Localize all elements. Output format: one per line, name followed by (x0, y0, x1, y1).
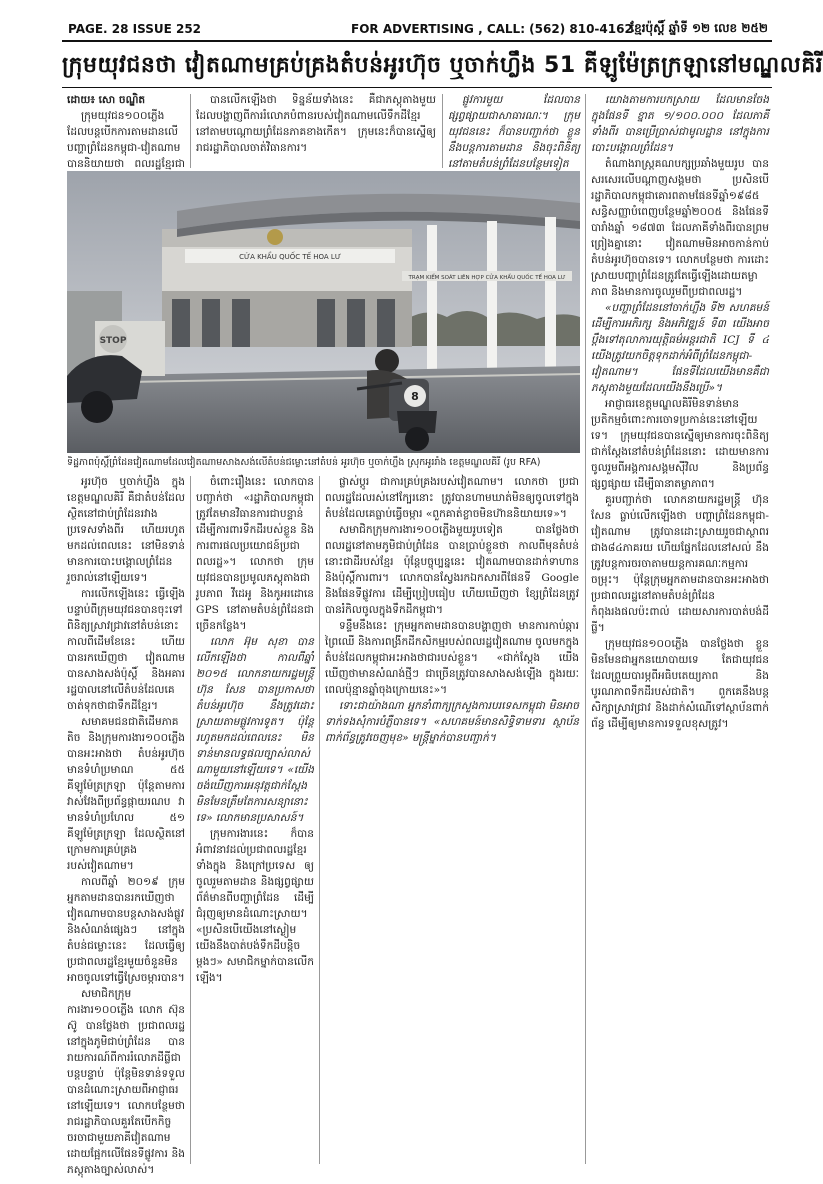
column-divider (585, 94, 586, 1164)
paragraph: គួរបញ្ជាក់ថា លោកនាយករដ្ឋមន្ត្រី ហ៊ុន សែន ធ្លាប់លើកឡើងថា បញ្ហាព្រំដែនកម្ពុជា-វៀតណាម ត្រូវបានដោះស្រាយរួចជាស្ថាពរជាង៨៤ភាគរយ ហើយផ្នែកដែលនៅសល់ នឹងត្រូវបន្តការចរចាតាមយន្តការគណៈកម្មការចម្រុះ។ ប៉ុន្តែក្រុមអ្នកតាមដានបានអះអាងថា ប្រជាពលរដ្ឋនៅតាមតំបន់ព្រំដែនកំពុងរងផលប៉ះពាល់ ដោយសារការបាត់បង់ដីធ្លី។ (591, 494, 769, 634)
column-divider (190, 94, 191, 168)
paragraph: បានលើកឡើងថា ទិន្នន័យទាំងនេះ គឺជាភស្តុតាងមួយ ដែលបង្ហាញពីការរំលោភបំពានរបស់វៀតណាមលើទឹកដីខ្មែរ នៅតាមបណ្ដោយព្រំដែនភាគខាងកើត។ ក្រុមនេះក៏បានស្នើឲ្យរាជរដ្ឋាភិបាលចាត់វិធានការ។ (196, 94, 436, 154)
photo-caption: ទិដ្ឋភាពប៉ុស្ដិ៍ព្រំដែនវៀតណាមដែលវៀតណាមសាងសង់លើតំបន់ជម្លោះនៅតំបន់ អូរហ៊ុច ឬចាក់ហ្លឹង ស្រុកអូររាំង ខេត្តមណ្ឌលគិរី (រូប RFA) (67, 457, 541, 468)
stop-sign-text: STOP (99, 336, 127, 346)
column-1-bottom (67, 474, 185, 1176)
page-issue-label: PAGE. 28 ISSUE 252 (68, 22, 202, 36)
border-checkpoint-photo (67, 171, 580, 453)
paragraph: ផ្លូវការមួយ ដែលបានផ្សព្វផ្សាយជាសាធារណៈ។ ក្រុមយុវជននេះ ក៏បានបញ្ជាក់ថា ខ្លួននឹងបន្តការតាមដាន និងចុះពិនិត្យនៅតាមតំបន់ព្រំដែនបន្ថែមទៀត (448, 94, 580, 170)
paragraph: យោងតាមការបកស្រាយ ដែលមានចែងក្នុងផែនទី ខ្នាត ១/១០០.០០០ ដែលភាគីទាំងពីរ បានប្រើប្រាស់ជាមូលដ្ឋាន នៅក្នុងការបោះបង្គោលព្រំដែន។ (591, 94, 769, 154)
paragraph: ក្រុមការងារនេះ ក៏បានអំពាវនាវដល់ប្រជាពលរដ្ឋខ្មែរទាំងក្នុង និងក្រៅប្រទេស ឲ្យចូលរួមតាមដាន និងផ្សព្វផ្សាយព័ត៌មានពីបញ្ហាព្រំដែន ដើម្បីជំរុញឲ្យមានដំណោះស្រាយ។ «ប្រសិនបើយើងនៅស្ងៀម យើងនឹងបាត់បង់ទឹកដីបន្តិចម្ដងៗ» សមាជិកម្នាក់បានលើកឡើង។ (196, 828, 314, 984)
paragraph: ទន្ទឹមនឹងនេះ ក្រុមអ្នកតាមដានបានបង្ហាញថា មានការកាប់ឆ្ការព្រៃឈើ និងការពង្រីកដីកសិកម្មរបស់ពលរដ្ឋវៀតណាម ចូលមកក្នុងតំបន់ដែលកម្ពុជាអះអាងថាជារបស់ខ្លួន។ «ជាក់ស្ដែង យើងឃើញថាមានសំណង់ថ្មីៗ ជាច្រើនត្រូវបានសាងសង់ឡើង ក្នុងរយៈពេលប៉ុន្មានឆ្នាំចុងក្រោយនេះ»។ (325, 620, 579, 696)
column-2-bottom (196, 474, 314, 1164)
column-2-top (196, 92, 436, 170)
column-divider (319, 476, 320, 1164)
paragraph: ផ្លាស់ប្តូរ ជាការគ្រប់គ្រងរបស់វៀតណាម។ លោកថា ប្រជាពលរដ្ឋដែលរស់នៅក្បែរនោះ ត្រូវបានហាមឃាត់មិនឲ្យចូលទៅក្នុងតំបន់ដែលគេធ្លាប់ធ្វើចម្ការ «ពួកគាត់ខ្លាចមិនហ៊ាននិយាយទេ»។ (325, 476, 579, 520)
byline: ដោយ៖ សោ ចណ្ឌិត (67, 94, 146, 106)
masthead-title: ខ្មែរប៉ុស្តិ៍ ឆ្នាំទី ១២ លេខ ២៥២ (630, 21, 768, 35)
column-3-bottom (325, 474, 579, 1164)
svg-text:8: 8 (411, 390, 419, 403)
quote-paragraph: «បញ្ហាព្រំដែននៅចាក់ហ្លឹង ទី២ សហគមន៍ដើម្បីការអភិរក្ស និងអភិវឌ្ឍន៍ ទី៣ យើងអាចប្ដឹងទៅតុលាការយុត្តិធម៌អន្តរជាតិ ICJ ទី ៤ យើងត្រូវយកចិត្តទុកដាក់អំពីព្រំដែនកម្ពុជា-វៀតណាម។ ផែនទីដែលយើងមានគឺជាភស្តុតាងមួយដែលយើងនឹងប្រើ»។ (591, 302, 769, 394)
paragraph: អូរហ៊ុច ឬចាក់ហ្លឹង ក្នុងខេត្តមណ្ឌលគិរី គឺជាតំបន់ដែលស្ថិតនៅជាប់ព្រំដែនរវាងប្រទេសទាំងពីរ ហើយរហូតមកដល់ពេលនេះ នៅមិនទាន់មានការបោះបង្គោលព្រំដែនរួចរាល់នៅឡើយទេ។ (67, 476, 185, 584)
article-photo (67, 171, 580, 453)
paragraph: ការលើកឡើងនេះ ធ្វើឡើងបន្ទាប់ពីក្រុមយុវជនបានចុះទៅពិនិត្យស្រាវជ្រាវនៅតំបន់នោះ កាលពីដើមខែនេះ ហើយបានរកឃើញថា វៀតណាមបានសាងសង់ប៉ុស្ដិ៍ និងអគាររដ្ឋបាលនៅលើតំបន់ដែលគេចាត់ទុកថាជាទឹកដីខ្មែរ។ (67, 588, 185, 712)
headline-rule (62, 87, 772, 88)
paragraph: ក្រុមយុវជន១០០ភ្លើង ដែលបន្តបើកការតាមដានលើបញ្ហាព្រំដែនកម្ពុជា-វៀតណាម បាននិយាយថា ពលរដ្ឋខ្មែរជា (67, 110, 185, 170)
paragraph: សមាគមជនជាតិដើមភាគតិច និងក្រុមការងារ១០០ភ្លើង បានអះអាងថា តំបន់អូរហ៊ុច មានទំហំប្រមាណ ៥៥ គីឡូម៉ែត្រក្រឡា ប៉ុន្តែតាមការវាស់វែងពីប្រព័ន្ធផ្កាយរណប វាមានទំហំប្រហែល ៥១ គីឡូម៉ែត្រក្រឡា ដែលស្ថិតនៅក្រោមការគ្រប់គ្រងរបស់វៀតណាម។ (67, 716, 185, 872)
column-divider (442, 94, 443, 168)
header-rule (62, 40, 772, 42)
advertising-contact: FOR ADVERTISING , CALL: (562) 810-4162 (351, 22, 633, 36)
article-headline: ក្រុមយុវជនថា វៀតណាមគ្រប់គ្រងតំបន់អូរហ៊ុច ឬចាក់ហ្លឹង 51 គីឡូម៉ែត្រក្រឡានៅមណ្ឌលគិរី (62, 53, 823, 78)
paragraph: សមាជិកក្រុមការងារ១០០ភ្លើង លោក ស៊ុន ស៊ូ បានថ្លែងថា ប្រជាពលរដ្ឋនៅក្នុងភូមិជាប់ព្រំដែន បានរាយការណ៍ពីការរំលោភដីធ្លីជាបន្តបន្ទាប់ ប៉ុន្តែមិនទាន់ទទួលបានដំណោះស្រាយពីអាជ្ញាធរនៅឡើយទេ។ លោកបន្ថែមថា រាជរដ្ឋាភិបាលគួរតែបើកកិច្ចចរចាជាមួយភាគីវៀតណាម ដោយផ្អែកលើផែនទីផ្លូវការ និងភស្តុតាងច្បាស់លាស់។ (67, 988, 185, 1176)
column-divider (190, 476, 191, 1164)
paragraph: តំណាងរាស្ត្រគណបក្សប្រឆាំងមួយរូប បានសរសេរលើបណ្ដាញសង្គមថា ប្រសិនបើរដ្ឋាភិបាលកម្ពុជាគោរពតាមផែនទីឆ្នាំ១៩៨៥ សន្ធិសញ្ញាបំពេញបន្ថែមឆ្នាំ២០០៥ និងផែនទីបារាំងឆ្នាំ ១៨៧៣ ដែលភាគីទាំងពីរបានព្រមព្រៀងគ្នានោះ វៀតណាមមិនអាចកាន់កាប់តំបន់អូរហ៊ុចបានទេ។ លោកបន្ថែមថា ការដោះស្រាយបញ្ហាព្រំដែនត្រូវតែធ្វើឡើងដោយតម្លាភាព និងមានការចូលរួមពីប្រជាពលរដ្ឋ។ (591, 158, 769, 298)
column-4 (591, 92, 769, 1164)
paragraph: អាជ្ញាធរខេត្តមណ្ឌលគិរីមិនទាន់មានប្រតិកម្មចំពោះការចោទប្រកាន់នេះនៅឡើយទេ។ ក្រុមយុវជនបានស្នើឲ្យមានការចុះពិនិត្យជាក់ស្ដែងនៅតំបន់ព្រំដែននោះ ដោយមានការចូលរួមពីអង្គការសង្គមស៊ីវិល និងប្រព័ន្ធផ្សព្វផ្សាយ ដើម្បីធានាតម្លាភាព។ (591, 398, 769, 490)
paragraph: លោក អ៊ុម សុខា បានលើកឡើងថា កាលពីឆ្នាំ ២០១៥ លោកនាយករដ្ឋមន្ត្រី ហ៊ុន សែន បានប្រកាសថា តំបន់អូរហ៊ុច នឹងត្រូវដោះស្រាយតាមផ្លូវការទូត។ ប៉ុន្តែរហូតមកដល់ពេលនេះ មិនទាន់មានលទ្ធផលច្បាស់លាស់ណាមួយនៅឡើយទេ។ «យើងចង់ឃើញការអនុវត្តជាក់ស្ដែង មិនមែនត្រឹមតែការសន្យានោះទេ» លោកមានប្រសាសន៍។ (196, 636, 314, 824)
page-header (68, 18, 768, 40)
paragraph: ចំពោះរឿងនេះ លោកបានបញ្ជាក់ថា «រដ្ឋាភិបាលកម្ពុជាត្រូវតែមានវិធានការជាបន្ទាន់ ដើម្បីការពារទឹកដីរបស់ខ្លួន និងការពារផលប្រយោជន៍ប្រជាពលរដ្ឋ»។ លោកថា ក្រុមយុវជនបានប្រមូលភស្តុតាងជារូបភាព វីដេអូ និងកូអរដោនេ GPS នៅតាមតំបន់ព្រំដែនជាច្រើនកន្លែង។ (196, 476, 314, 632)
paragraph: សមាជិកក្រុមការងារ១០០ភ្លើងមួយរូបទៀត បានថ្លែងថា ពលរដ្ឋនៅតាមភូមិជាប់ព្រំដែន បានប្រាប់ខ្លួនថា កាលពីមុនតំបន់នោះជាដីរបស់ខ្មែរ ប៉ុន្តែបច្ចុប្បន្ននេះ វៀតណាមបានដាក់ទាហាន និងប៉ុស្ដិ៍ការពារ។ លោកបានស្វែងរកឯកសារពីផែនទី Google និងផែនទីផ្លូវការ ដើម្បីប្រៀបធៀប ហើយឃើញថា ខ្សែព្រំដែនត្រូវបានរំកិលចូលក្នុងទឹកដីកម្ពុជា។ (325, 524, 579, 616)
column-3-top (448, 92, 580, 170)
gate-plate-text: TRẠM KIỂM SOÁT LIÊN HỢP CỬA KHẨU QUỐC TẾ HOA LƯ (408, 275, 566, 281)
column-1-top (67, 92, 185, 170)
paragraph: ទោះជាយ៉ាងណា អ្នកនាំពាក្យក្រសួងការបរទេសកម្ពុជា មិនអាចទាក់ទងសុំការបំភ្លឺបានទេ។ «សហគមន៍មានសិទ្ធិទាមទារ ស្ថាប័នពាក់ព័ន្ធត្រូវចេញមុខ» មន្ត្រីម្នាក់បានបញ្ជាក់។ (325, 700, 579, 744)
building-banner-text: CỬA KHẨU QUỐC TẾ HOA LƯ (239, 253, 341, 261)
paragraph: កាលពីឆ្នាំ ២០១៩ ក្រុមអ្នកតាមដានបានរកឃើញថា វៀតណាមបានបន្តសាងសង់ផ្លូវ និងសំណង់ផ្សេងៗ នៅក្នុងតំបន់ជម្លោះនេះ ដែលធ្វើឲ្យប្រជាពលរដ្ឋខ្មែរមួយចំនួនមិនអាចចូលទៅធ្វើស្រែចម្ការបាន។ (67, 876, 185, 984)
paragraph: ក្រុមយុវជន១០០ភ្លើង បានថ្លែងថា ខ្លួនមិនមែនជាអ្នកនយោបាយទេ តែជាយុវជនដែលព្រួយបារម្ភពីអធិបតេយ្យភាព និងបូរណភាពទឹកដីរបស់ជាតិ។ ពួកគេនឹងបន្តសិក្សាស្រាវជ្រាវ និងដាក់សំណើទៅស្ថាប័នពាក់ព័ន្ធ ដើម្បីឲ្យមានការទទួលខុសត្រូវ។ (591, 638, 769, 730)
